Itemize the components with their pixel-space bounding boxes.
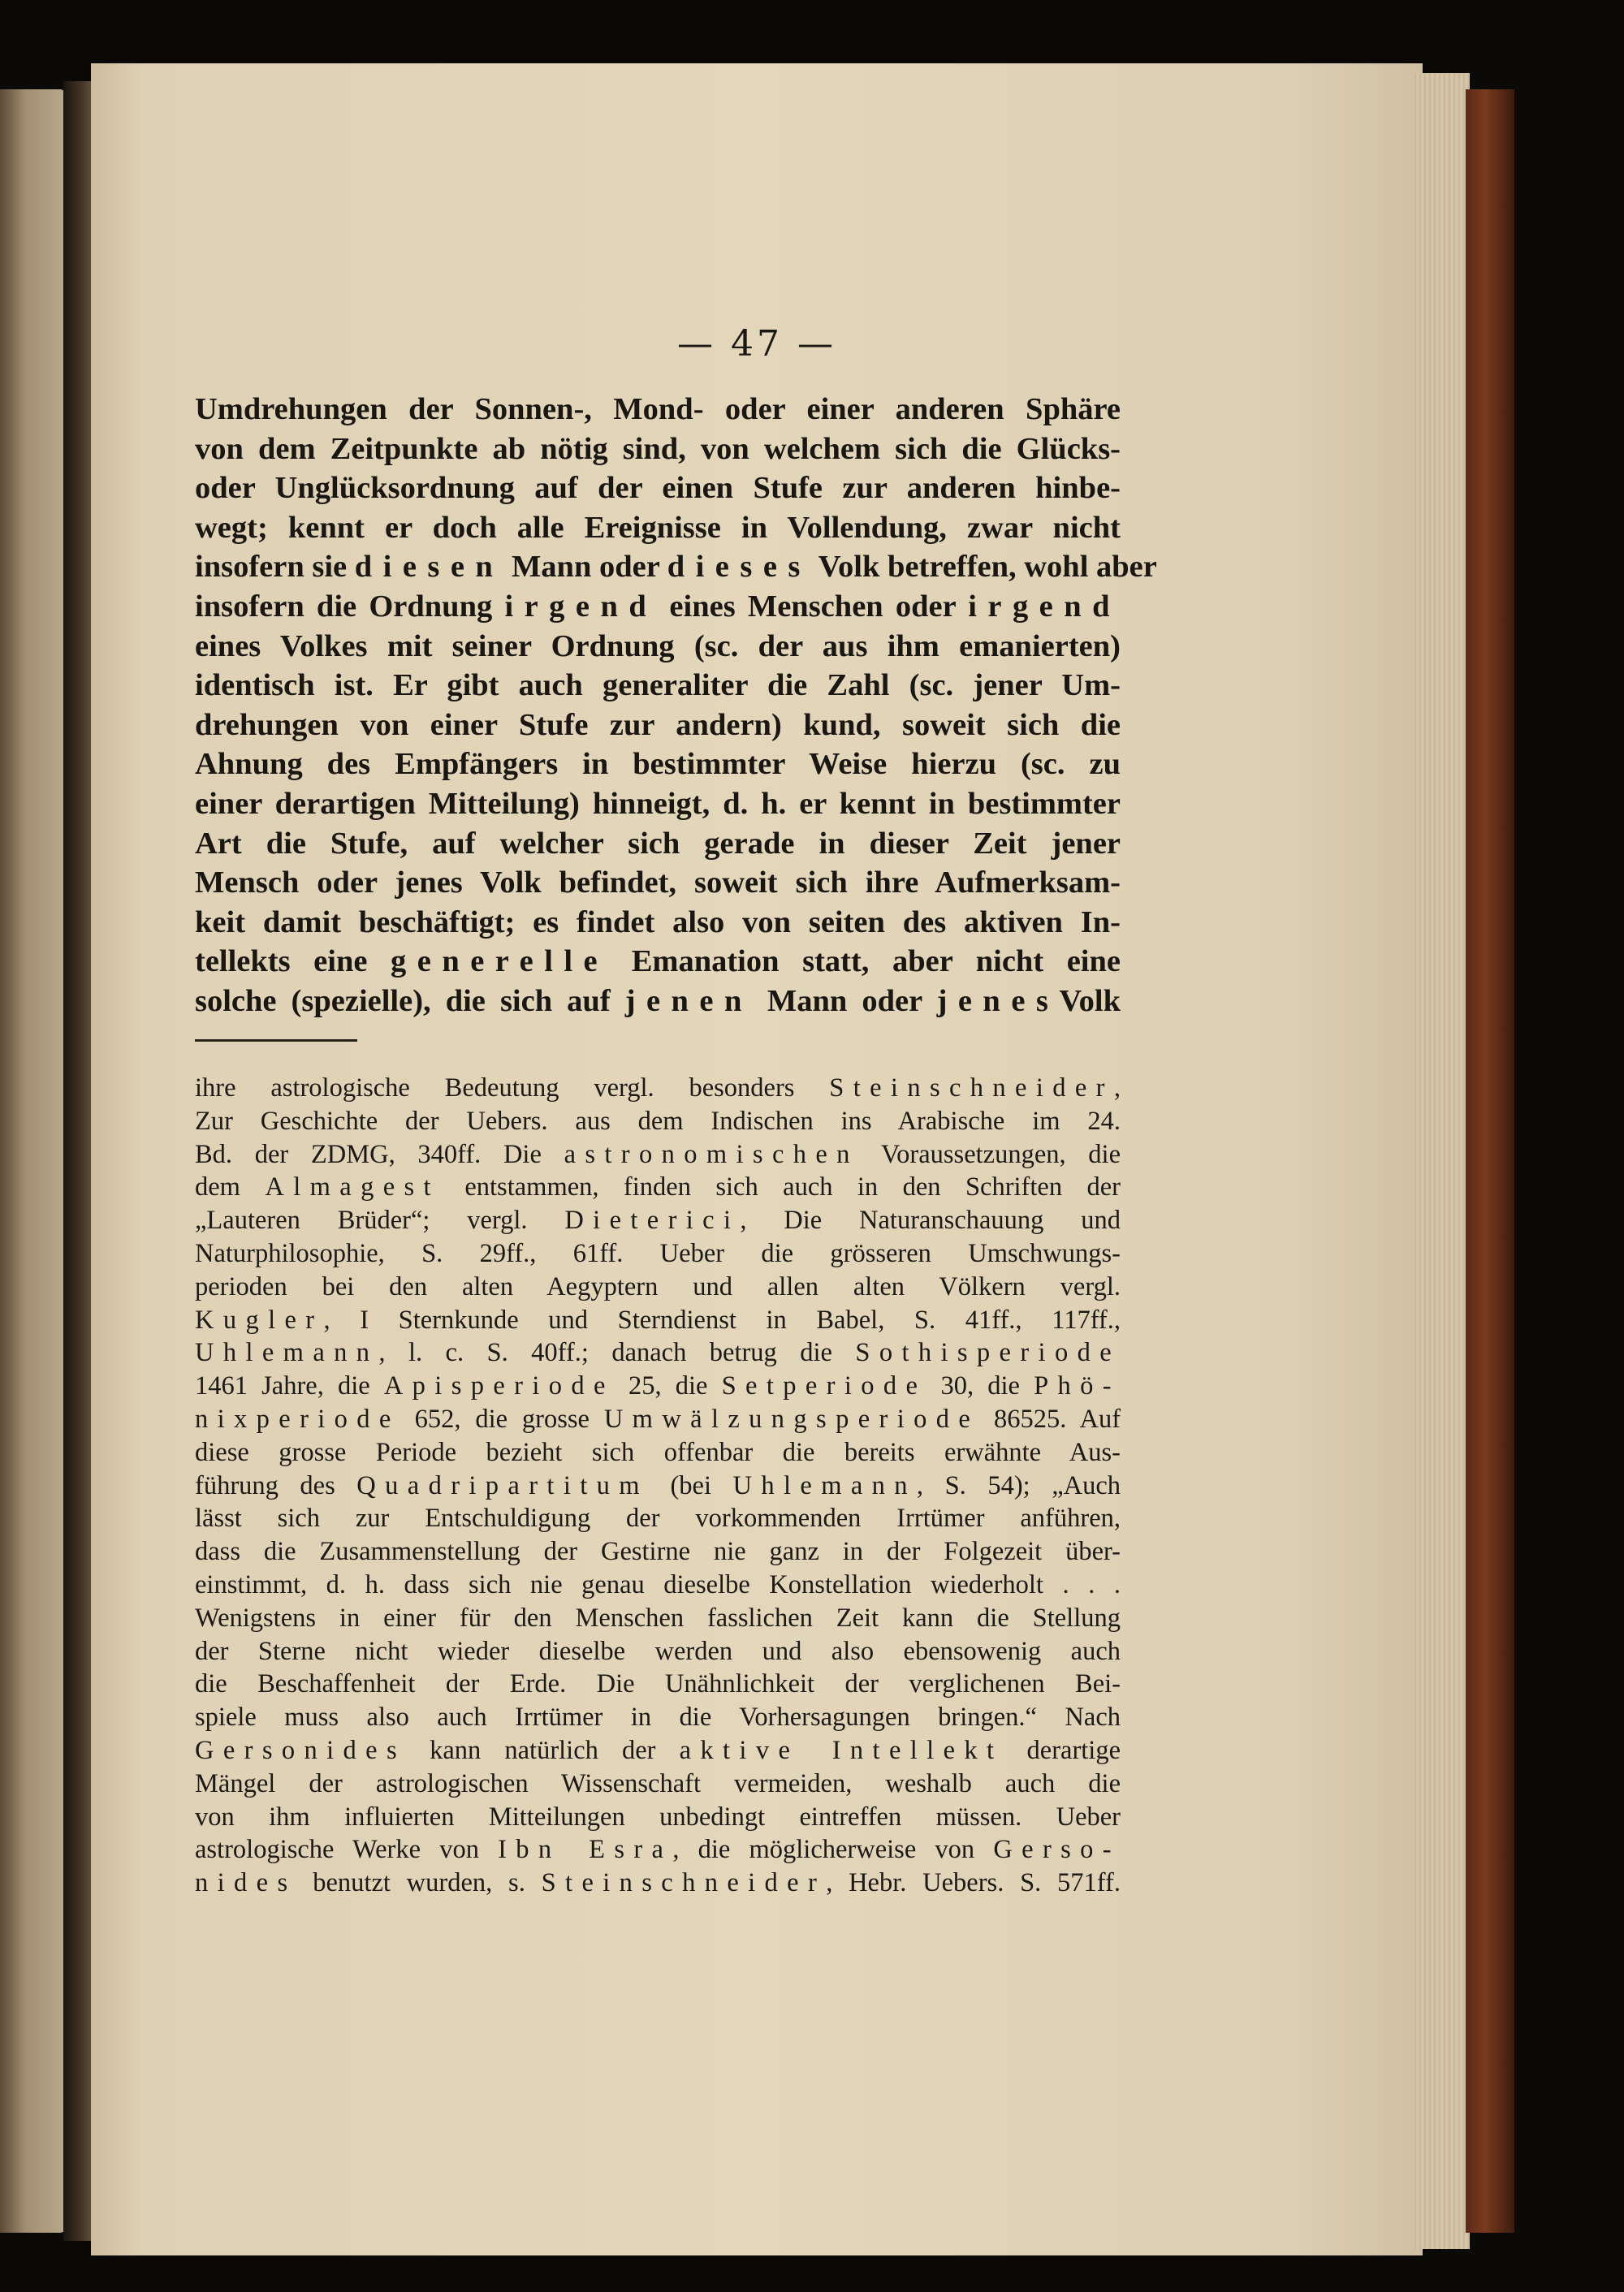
text-segment: keit damit beschäftigt; es findet also von seiten des aktiven In-: [195, 904, 1121, 939]
text-segment: Mängel der astrologischen Wissenschaft vermeiden, weshalb auch die: [195, 1768, 1121, 1798]
text-segment: (bei: [648, 1470, 733, 1500]
text-segment: 652, die grosse: [400, 1404, 604, 1434]
body-line: [195, 706, 1121, 745]
footnote-line: [195, 1833, 1121, 1867]
spaced-emphasis-text: Phö-: [1034, 1371, 1121, 1401]
text-segment: tellekts eine: [195, 944, 391, 979]
footnote-text: [195, 1072, 1121, 1900]
text-segment: oder Unglücksordnung auf der einen Stufe zur anderen hinbe-: [195, 471, 1121, 506]
body-line: [195, 468, 1121, 508]
text-segment: astrologische Werke von: [195, 1835, 499, 1865]
text-segment: wegt; kennt er doch alle Ereignisse in Vollendung, zwar nicht: [195, 510, 1121, 545]
text-segment: 86525. Auf: [979, 1404, 1121, 1434]
footnote-line: [195, 1801, 1121, 1834]
footnote-line: [195, 1403, 1121, 1436]
body-line: [195, 824, 1121, 864]
body-line: [195, 863, 1121, 903]
page-stack-edge: [1413, 73, 1470, 2249]
text-segment: die Beschaffenheit der Erde. Die Unähnlichkeit der verglichenen Bei-: [195, 1669, 1121, 1699]
text-segment: von ihm influierten Mitteilungen unbedingt eintreffen müssen. Ueber: [195, 1802, 1121, 1832]
text-segment: benutzt wurden, s.: [296, 1868, 542, 1898]
footnote-line: [195, 1535, 1121, 1569]
text-segment: „Lauteren Brüder“; vergl.: [195, 1206, 565, 1236]
spaced-emphasis-text: nixperiode: [195, 1404, 400, 1434]
spaced-emphasis-text: irgend: [968, 589, 1121, 624]
spaced-emphasis-text: jenen: [624, 983, 753, 1018]
spaced-emphasis-text: jenes: [936, 983, 1060, 1018]
spaced-emphasis-text: Gersonides: [195, 1735, 406, 1765]
text-segment: , l. c. S. 40ff.; danach betrug die: [378, 1338, 856, 1368]
text-segment: Ahnung des Empfängers in bestimmter Weise hierzu (sc. zu: [195, 747, 1121, 782]
spaced-emphasis-text: Setperiode: [721, 1371, 927, 1401]
text-segment: entstammen, finden sich auch in den Schriften der: [439, 1172, 1121, 1202]
footnote-line: [195, 1734, 1121, 1768]
text-segment: kann natürlich der: [405, 1735, 680, 1765]
footnote-line: [195, 1138, 1121, 1172]
text-segment: Mann oder: [752, 983, 937, 1018]
book-cover-edge: [1466, 89, 1514, 2233]
text-segment: 30, die: [926, 1371, 1034, 1401]
text-segment: Mensch oder jenes Volk befindet, soweit sich ihre Aufmerksam-: [195, 865, 1121, 900]
spaced-emphasis-text: Umwälzungsperiode: [603, 1404, 980, 1434]
spaced-emphasis-text: diesen: [354, 550, 504, 585]
text-segment: ihre astrologische Bedeutung vergl. besonders: [195, 1073, 830, 1103]
text-segment: diese grosse Periode bezieht sich offenbar die bereits erwähnte Aus-: [195, 1437, 1121, 1467]
text-segment: einstimmt, d. h. dass sich nie genau dieselbe Konstellation wiederholt . . .: [195, 1569, 1121, 1599]
spaced-emphasis-text: nides: [195, 1868, 297, 1898]
page-number: — 47 —: [677, 323, 836, 365]
spaced-emphasis-text: astronomischen: [564, 1139, 859, 1169]
spaced-emphasis-text: Almagest: [265, 1172, 440, 1202]
text-segment: Emanation statt, aber nicht eine: [608, 944, 1121, 979]
text-segment: drehungen von einer Stufe zur andern) kund, soweit sich die: [195, 707, 1121, 742]
text-segment: , die möglicherweise von: [672, 1835, 994, 1865]
footnote-line: [195, 1436, 1121, 1470]
footnote-line: [195, 1768, 1121, 1801]
body-line: [195, 547, 1157, 587]
text-segment: Volk betreffen, wohl aber: [810, 550, 1157, 585]
footnote-line: [195, 1105, 1121, 1138]
text-segment: insofern die Ordnung: [195, 589, 505, 624]
text-segment: Naturphilosophie, S. 29ff., 61ff. Ueber die grösseren Umschwungs-: [195, 1238, 1121, 1268]
text-segment: dass die Zusammenstellung der Gestirne nie ganz in der Folgezeit über-: [195, 1537, 1121, 1567]
body-line: [195, 429, 1121, 469]
text-segment: dem: [195, 1172, 266, 1202]
footnote-line: [195, 1635, 1121, 1668]
spaced-emphasis-text: Dieterici: [564, 1206, 741, 1236]
footnote-line: [195, 1502, 1121, 1535]
footnote-line: [195, 1304, 1121, 1337]
text-segment: spiele muss also auch Irrtümer in die Vorhersagungen bringen.“ Nach: [195, 1703, 1121, 1733]
footnote-line: [195, 1237, 1121, 1271]
body-line: [195, 903, 1121, 943]
text-segment: , Hebr. Uebers. S. 571ff.: [826, 1868, 1121, 1898]
text-segment: , S. 54); „Auch: [916, 1470, 1121, 1500]
text-segment: Wenigstens in einer für den Menschen fasslichen Zeit kann die Stellung: [195, 1603, 1121, 1633]
footnote-separator-rule: [195, 1039, 357, 1042]
text-segment: führung des: [195, 1470, 357, 1500]
text-segment: Volk: [1059, 983, 1121, 1018]
main-body-text: [195, 390, 1157, 1021]
text-segment: der Sterne nicht wieder dieselbe werden und also ebensowenig auch: [195, 1636, 1121, 1666]
body-line: [195, 627, 1121, 667]
text-segment: Voraussetzungen, die: [858, 1139, 1121, 1169]
text-segment: , I Sternkunde und Sterndienst in Babel, S. 41ff., 117ff.,: [323, 1305, 1121, 1335]
footnote-line: [195, 1668, 1121, 1701]
text-segment: Mann oder: [503, 550, 667, 585]
text-segment: von dem Zeitpunkte ab nötig sind, von welchem sich die Glücks-: [195, 431, 1121, 466]
text-segment: Bd. der ZDMG, 340ff. Die: [195, 1139, 564, 1169]
text-segment: Zur Geschichte der Uebers. aus dem Indischen ins Arabische im 24.: [195, 1106, 1121, 1136]
spaced-emphasis-text: Sothisperiode: [855, 1338, 1121, 1368]
footnote-line: [195, 1204, 1121, 1237]
spaced-emphasis-text: Steinschneider: [829, 1073, 1114, 1103]
spaced-emphasis-text: Gerso-: [993, 1835, 1121, 1865]
text-segment: einer derartigen Mitteilung) hinneigt, d. h. er kennt in bestimmter: [195, 786, 1121, 821]
text-segment: insofern sie: [195, 550, 355, 585]
spaced-emphasis-text: Uhlemann: [732, 1470, 917, 1500]
footnote-line: [195, 1336, 1121, 1370]
footnote-line: [195, 1569, 1121, 1602]
footnote-line: [195, 1602, 1121, 1635]
footnote-line: [195, 1701, 1121, 1734]
text-segment: eines Volkes mit seiner Ordnung (sc. der aus ihm emanierten): [195, 628, 1121, 663]
text-segment: 25, die: [614, 1371, 722, 1401]
spaced-emphasis-text: irgend: [504, 589, 658, 624]
text-segment: perioden bei den alten Aegyptern und allen alten Völkern vergl.: [195, 1271, 1121, 1301]
body-line: [195, 390, 1121, 429]
text-segment: , Die Naturanschauung und: [740, 1206, 1121, 1236]
text-segment: Art die Stufe, auf welcher sich gerade in dieser Zeit jener: [195, 826, 1121, 861]
body-line: [195, 942, 1121, 982]
spaced-emphasis-text: generelle: [391, 944, 609, 979]
text-segment: identisch ist. Er gibt auch generaliter die Zahl (sc. jener Um-: [195, 668, 1121, 703]
footnote-line: [195, 1072, 1121, 1105]
footnote-line: [195, 1171, 1121, 1204]
spaced-emphasis-text: dieses: [667, 550, 811, 585]
body-line: [195, 982, 1121, 1021]
body-line: [195, 666, 1121, 706]
body-line: [195, 745, 1121, 784]
footnote-line: [195, 1370, 1121, 1403]
text-segment: solche (spezielle), die sich auf: [195, 983, 625, 1018]
footnote-line: [195, 1470, 1121, 1503]
spaced-emphasis-text: Ibn Esra: [498, 1835, 673, 1865]
text-segment: ,: [1113, 1073, 1121, 1103]
left-page-edge: [0, 89, 65, 2233]
spaced-emphasis-text: aktive Intellekt: [679, 1735, 1004, 1765]
footnote-line: [195, 1271, 1121, 1304]
text-segment: Umdrehungen der Sonnen-, Mond- oder einer anderen Sphäre: [195, 392, 1121, 426]
spaced-emphasis-text: Quadripartitum: [356, 1470, 649, 1500]
spaced-emphasis-text: Steinschneider: [541, 1868, 827, 1898]
spaced-emphasis-text: Kugler: [195, 1305, 324, 1335]
text-segment: 1461 Jahre, die: [195, 1371, 384, 1401]
body-line: [195, 508, 1121, 548]
spaced-emphasis-text: Apisperiode: [383, 1371, 615, 1401]
footnote-line: [195, 1867, 1121, 1900]
text-segment: eines Menschen oder: [657, 589, 969, 624]
text-segment: lässt sich zur Entschuldigung der vorkommenden Irrtümer anführen,: [195, 1504, 1121, 1534]
body-line: [195, 784, 1121, 824]
text-segment: derartige: [1003, 1735, 1121, 1765]
spaced-emphasis-text: Uhlemann: [195, 1338, 379, 1368]
body-line: [195, 587, 1121, 627]
